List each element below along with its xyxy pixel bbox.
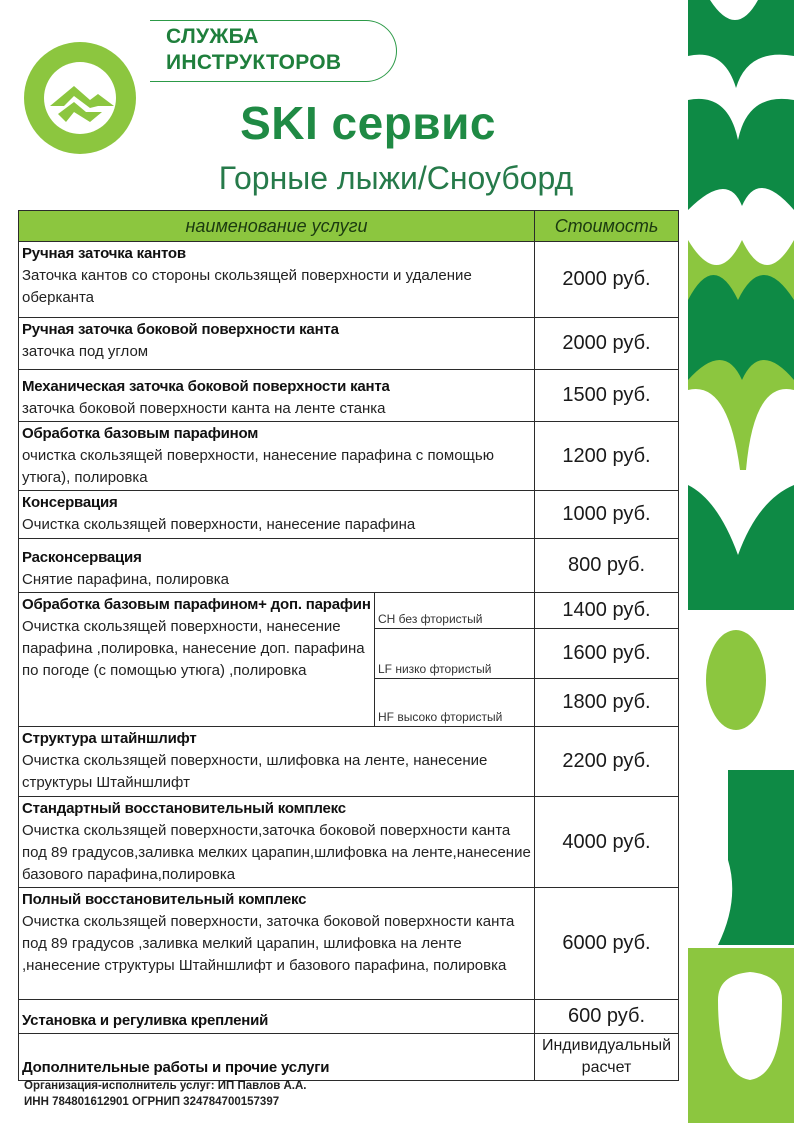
service-name: Ручная заточка боковой поверхности канта: [22, 321, 339, 338]
wax-option-label: CH без фтористый: [375, 593, 535, 629]
decorative-pattern: [688, 0, 794, 1123]
table-row: [19, 422, 679, 491]
table-row: [19, 593, 679, 629]
service-price: 6000 руб.: [535, 888, 679, 1000]
table-row: [19, 1034, 679, 1081]
service-price: 1000 руб.: [535, 491, 679, 539]
service-price: 2200 руб.: [535, 727, 679, 797]
service-price: 2000 руб.: [535, 318, 679, 370]
service-description: Снятие парафина, полировка: [22, 571, 229, 588]
service-description: Очистка скользящей поверхности, заточка боковой поверхности канта под 89 градусов ,заливка мелкий царапин, шлифовка на ленте ,нанесение структуры Штайншлифт и базового парафина, полировка: [22, 913, 515, 974]
column-header-price: Стоимость: [535, 211, 679, 242]
service-price: 1500 руб.: [535, 370, 679, 422]
service-description: Очистка скользящей поверхности,заточка боковой поверхности канта под 89 градусов,заливка мелких царапин,шлифовка на ленте,нанесение базового парафина,полировка: [22, 822, 531, 883]
table-row: [19, 727, 679, 797]
service-price: 1600 руб.: [535, 629, 679, 679]
footer-registration: ИНН 784801612901 ОГРНИП 324784700157397: [24, 1096, 280, 1108]
table-row: [19, 888, 679, 1000]
brand-line-1: СЛУЖБА: [166, 25, 259, 48]
table-row: [19, 539, 679, 593]
page-title: SKI сервис: [240, 97, 496, 149]
service-price: 4000 руб.: [535, 797, 679, 888]
service-name: Полный восстановительный комплекс: [22, 891, 307, 908]
service-name: Расконсервация: [22, 549, 142, 566]
legal-footer: [24, 1078, 307, 1110]
service-description: Очистка скользящей поверхности, шлифовка на ленте, нанесение структуры Штайншлифт: [22, 752, 488, 791]
service-price: 800 руб.: [535, 539, 679, 593]
service-description: Очистка скользящей поверхности, нанесение парафина ,полировка, нанесение доп. парафина по погоде (с помощью утюга) ,полировка: [22, 618, 365, 679]
service-name: Стандартный восстановительный комплекс: [22, 800, 346, 817]
service-price: 2000 руб.: [535, 242, 679, 318]
table-row: [19, 797, 679, 888]
table-row: [19, 1000, 679, 1034]
service-description: заточка под углом: [22, 343, 149, 360]
service-description: Заточка кантов со стороны скользящей поверхности и удаление оберканта: [22, 267, 472, 306]
service-description: заточка боковой поверхности канта на ленте станка: [22, 400, 386, 417]
page-subtitle: Горные лыжи/Сноуборд: [218, 160, 574, 196]
service-description: Очистка скользящей поверхности, нанесение парафина: [22, 516, 416, 533]
service-price: 1800 руб.: [535, 679, 679, 727]
service-name: Установка и регуливка креплений: [22, 1012, 269, 1029]
service-price: 600 руб.: [535, 1000, 679, 1034]
brand-name: [166, 24, 341, 76]
brand-line-2: ИНСТРУКТОРОВ: [166, 51, 342, 74]
service-name: Дополнительные работы и прочие услуги: [22, 1059, 330, 1076]
service-name: Консервация: [22, 494, 118, 511]
service-name: Структура штайншлифт: [22, 730, 197, 747]
price-table: [18, 210, 679, 1081]
service-name: Обработка базовым парафином: [22, 425, 259, 442]
table-row: [19, 318, 679, 370]
column-header-service: наименование услуги: [19, 211, 535, 242]
service-description: очистка скользящей поверхности, нанесение парафина с помощью утюга), полировка: [22, 447, 494, 486]
service-price: 1200 руб.: [535, 422, 679, 491]
service-name: Обработка базовым парафином+ доп. парафин: [22, 596, 371, 613]
service-name: Механическая заточка боковой поверхности канта: [22, 378, 390, 395]
footer-organization: Организация-исполнитель услуг: ИП Павлов А.А.: [24, 1080, 307, 1092]
wax-option-label: LF низко фтористый: [375, 629, 535, 679]
service-price: Индивидуальный расчет: [535, 1034, 679, 1081]
table-row: [19, 242, 679, 318]
service-name: Ручная заточка кантов: [22, 245, 186, 262]
service-price: 1400 руб.: [535, 593, 679, 629]
table-row: [19, 370, 679, 422]
table-row: [19, 491, 679, 539]
wax-option-label: HF высоко фтористый: [375, 679, 535, 727]
table-header-row: [19, 211, 679, 242]
